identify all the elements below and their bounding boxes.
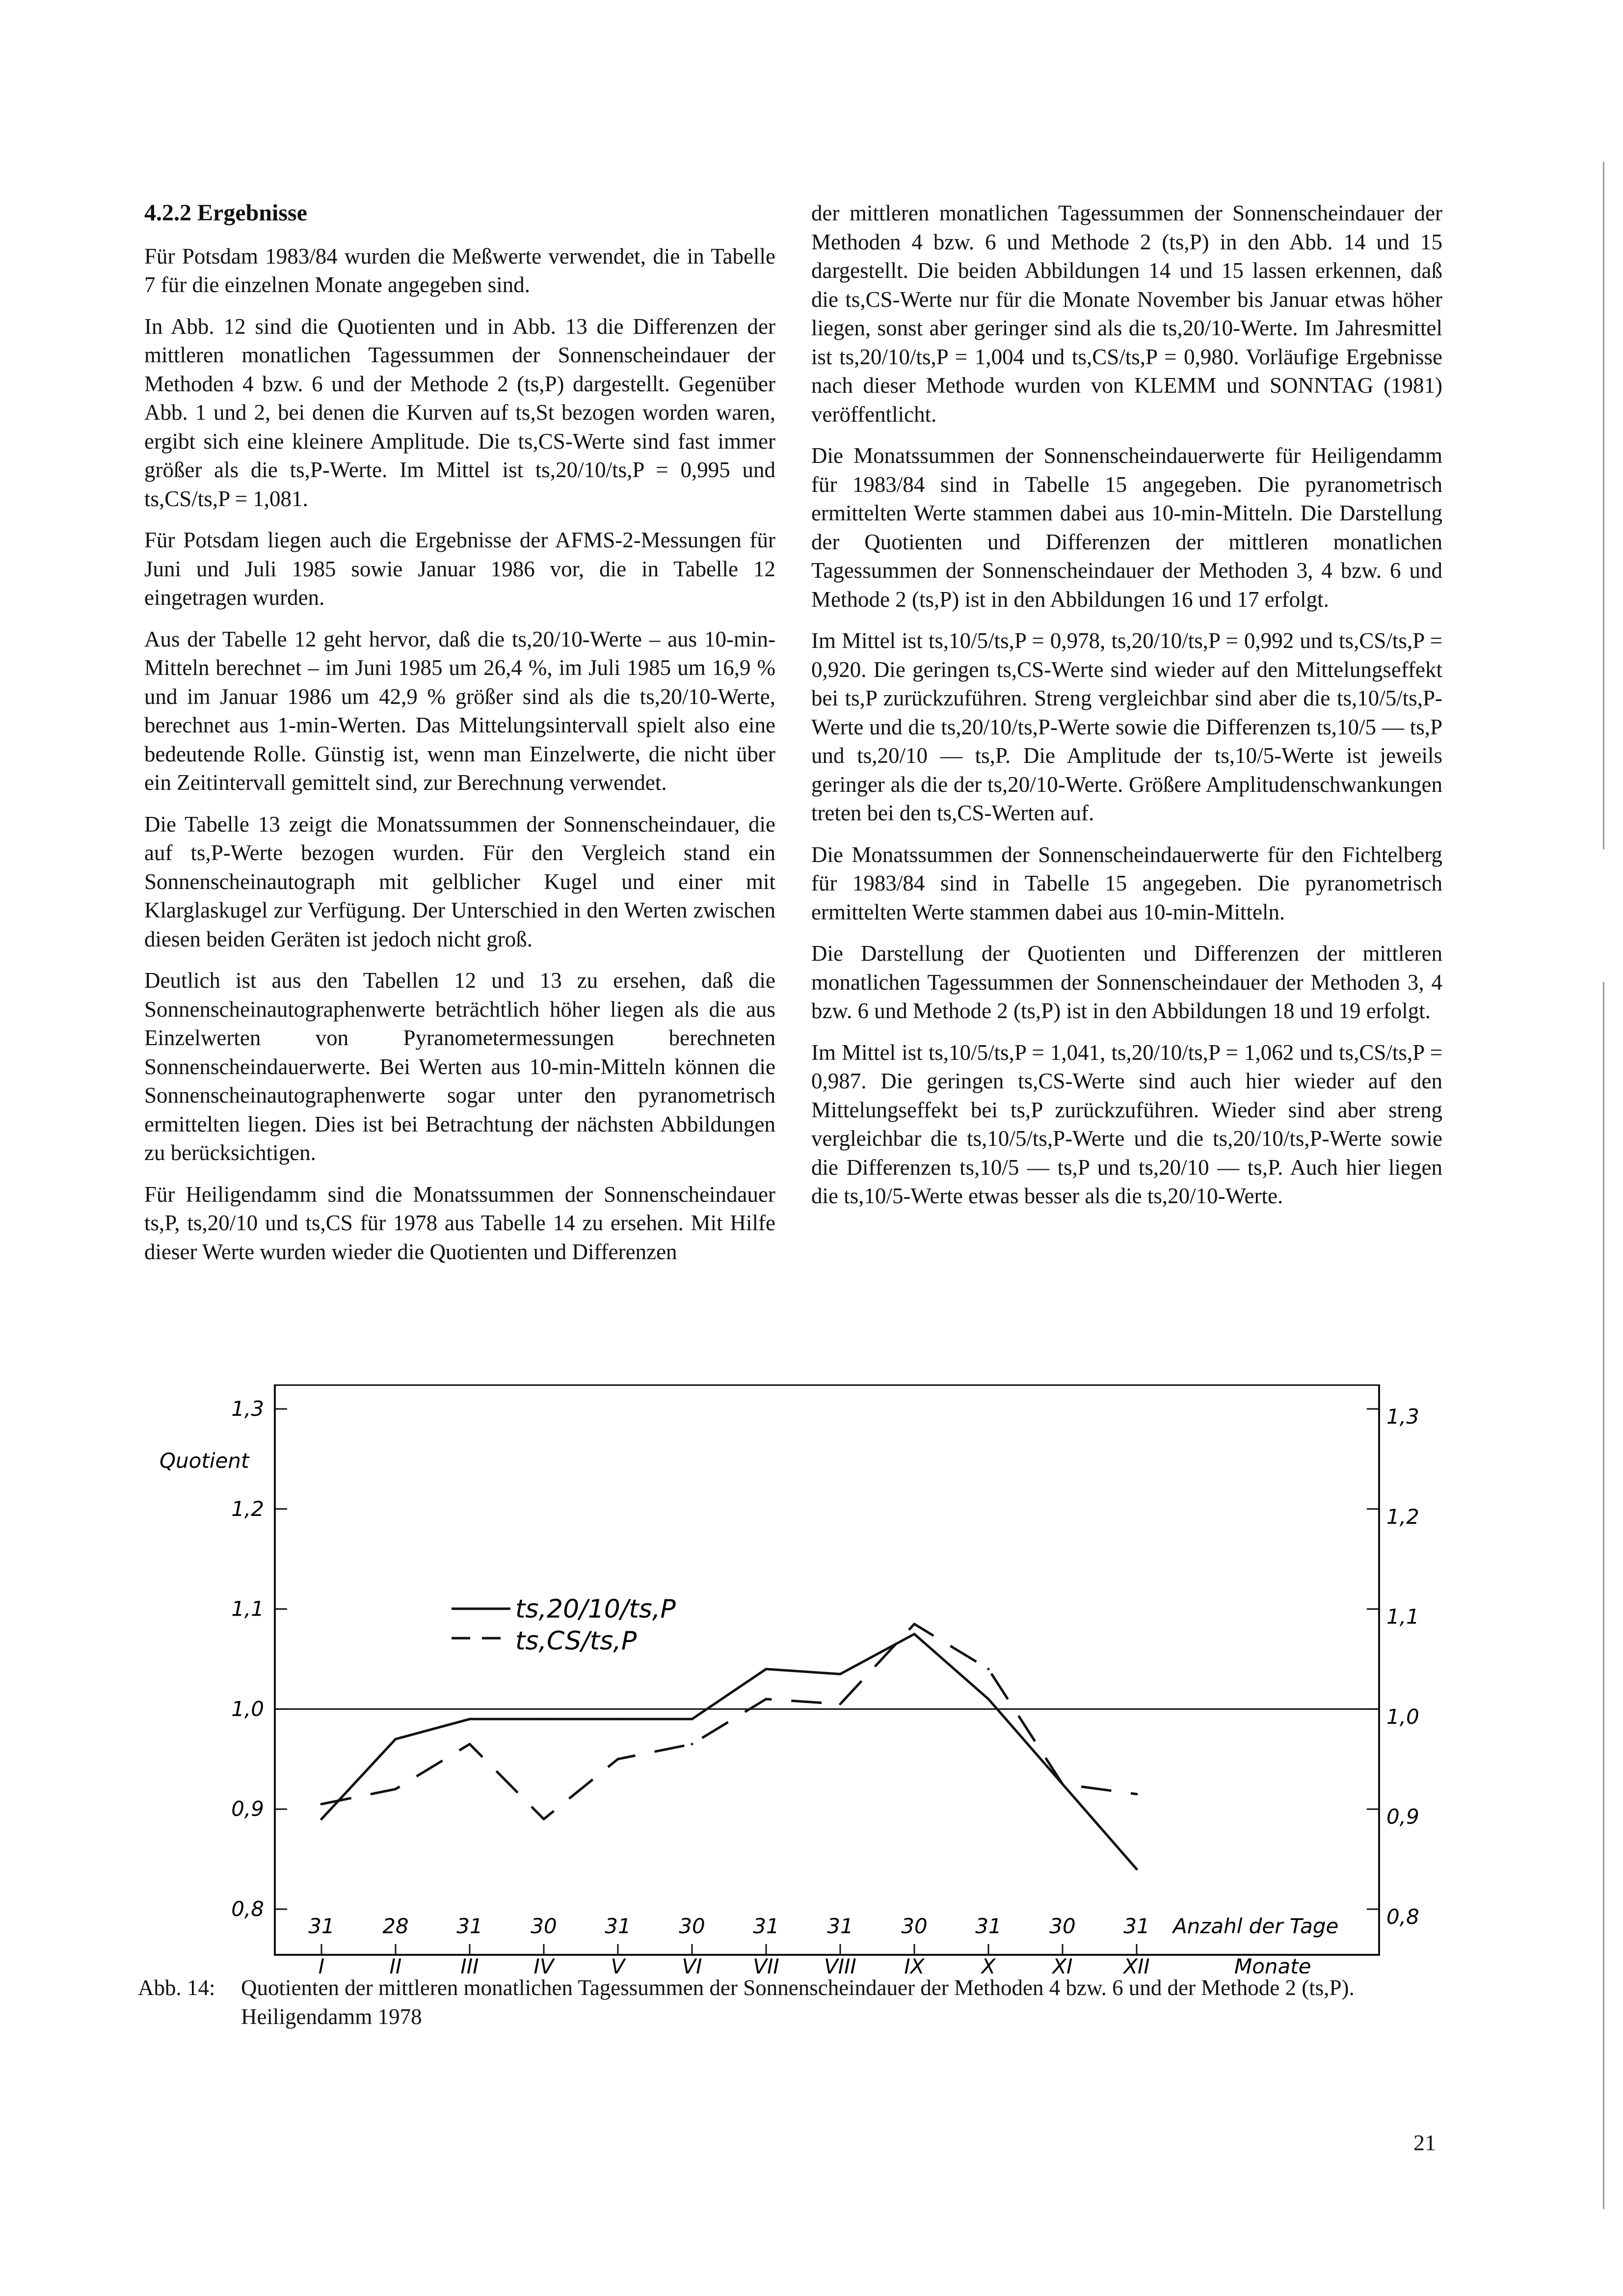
- data-point: [1062, 1783, 1064, 1785]
- day-count-label: 31: [827, 1914, 853, 1938]
- data-point: [320, 1803, 323, 1806]
- days-axis-label: Anzahl der Tage: [1173, 1914, 1339, 1938]
- y-tick-label-right: 1,2: [1386, 1504, 1419, 1529]
- data-point: [913, 1623, 916, 1625]
- data-point: [987, 1698, 990, 1701]
- y-tick-label-left: 1,1: [231, 1596, 264, 1621]
- month-label: VI: [682, 1954, 702, 1973]
- series-line-ts20-10: [321, 1634, 1137, 1869]
- right-paragraph-4: Die Monatssummen der Sonnenscheindauerwerte für den Fichtelberg für 1983/84 sind in Tabelle 15 angegeben. Die pyranometrisch ermittelten Werte stammen dabei aus 10-min-Mitteln.: [811, 842, 1442, 924]
- y-tick-label-right: 1,3: [1386, 1405, 1419, 1429]
- left-paragraph-5: Die Tabelle 13 zeigt die Monatssummen der Sonnenscheindauer, die auf ts,P-Werte bezogen wurden. Für den Vergleich stand ein Sonnenscheinautograph mit gelblicher Kugel und einer mit Klarglaskugel zur Verfügung. Der Unterschied in den Werten zwischen diesen beiden Geräten ist jedoch nicht groß.: [144, 811, 775, 951]
- page-number: 21: [1413, 2130, 1436, 2155]
- month-label: I: [318, 1954, 325, 1973]
- left-paragraph-3: Für Potsdam liegen auch die Ergebnisse der AFMS-2-Messungen für Juni und Juli 1985 sowie Januar 1986 vor, die in Tabelle 12 eingetragen wurden.: [144, 528, 775, 610]
- left-paragraph-6: Deutlich ist aus den Tabellen 12 und 13 zu ersehen, daß die Sonnenscheinautographenwerte beträchtlich höher liegen als die aus Einzelwerten von Pyranometermessungen berechneten Sonnenscheindauerwerte. Bei Werten aus 10-min-Mitteln können die Sonnenscheinautographenwerte sogar unter den pyranometrisch ermittelten liegen. Dies ist bei Betrachtung der nächsten Abbildungen zu berücksichtigen.: [144, 968, 775, 1165]
- day-count-label: 31: [605, 1914, 631, 1938]
- y-tick-label-left: 0,8: [231, 1897, 264, 1921]
- day-count-label: 31: [456, 1914, 483, 1938]
- right-paragraph-2: Die Monatssummen der Sonnenscheindauerwerte für Heiligendamm für 1983/84 sind in Tabelle 15 angegeben. Die pyranometrisch ermittelten Werte stammen dabei aus 10-min-Mitteln. Die Darstellung der Quotienten und Differenzen der mittleren monatlichen Tagessummen der Sonnenscheindauer der Methoden 3, 4 bzw. 6 und Methode 2 (ts,P) ist in den Abbildungen 16 und 17 erfolgt.: [811, 443, 1442, 612]
- left-paragraph-4: Aus der Tabelle 12 geht hervor, daß die ts,20/10-Werte – aus 10-min-Mitteln berechnet – im Juni 1985 um 26,4 %, im Juli 1985 um 16,9 % und im Januar 1986 um 42,9 % größer sind als die ts,20/10-Werte, berechnet aus 1-min-Werten. Das Mittelungsintervall spielt also eine bedeutende Rolle. Günstig ist, wenn man Einzelwerte, die nicht über ein Zeitintervall gemittelt sind, zur Berechnung verwendet.: [144, 626, 775, 795]
- y-axis-label: Quotient: [160, 1449, 249, 1473]
- data-point: [839, 1703, 842, 1705]
- month-label: IV: [533, 1954, 554, 1973]
- day-count-label: 28: [382, 1914, 409, 1938]
- series-line-tsCS: [321, 1624, 1137, 1819]
- right-paragraph-3: Im Mittel ist ts,10/5/ts,P = 0,978, ts,20/10/ts,P = 0,992 und ts,CS/ts,P = 0,920. Die geringen ts,CS-Werte sind wieder auf den Mittelungseffekt bei ts,P zurückzuführen. Streng vergleichbar sind aber die ts,10/5/ts,P-Werte und die ts,20/10/ts,P-Werte sowie die Differenzen ts,10/5 — ts,P und ts,20/10 — ts,P. Die Amplitude der ts,10/5-Werte ist jeweils geringer als die der ts,20/10-Werte. Größere Amplitudenschwankungen treten bei den ts,CS-Werten auf.: [811, 628, 1442, 825]
- y-tick-label-left: 1,3: [231, 1397, 264, 1421]
- data-point: [987, 1668, 990, 1670]
- day-count-label: 31: [308, 1914, 335, 1938]
- month-label: X: [981, 1954, 996, 1973]
- day-count-label: 31: [1123, 1914, 1150, 1938]
- data-point: [320, 1818, 323, 1820]
- y-tick-label-left: 0,9: [231, 1797, 264, 1821]
- data-point: [395, 1788, 397, 1790]
- month-label: IX: [904, 1954, 925, 1973]
- month-label: V: [611, 1954, 625, 1973]
- y-tick-label-right: 1,1: [1386, 1604, 1419, 1629]
- month-label: VIII: [824, 1954, 856, 1973]
- data-point: [469, 1743, 471, 1745]
- data-point: [543, 1718, 545, 1720]
- legend-solid-label: ts,20/10/ts,P: [515, 1594, 676, 1624]
- right-paragraph-6: Im Mittel ist ts,10/5/ts,P = 1,041, ts,20/10/ts,P = 1,062 und ts,CS/ts,P = 0,987. Die geringen ts,CS-Werte sind auch hier wieder auf den Mittelungseffekt bei ts,P zurückzuführen. Wieder sind aber streng vergleichbar die ts,10/5/ts,P-Werte und die ts,20/10/ts,P-Werte sowie die Differenzen ts,10/5 — ts,P und ts,20/10 — ts,P. Auch hier liegen die ts,10/5-Werte etwas besser als die ts,20/10-Werte.: [811, 1040, 1442, 1208]
- day-count-label: 30: [1049, 1914, 1076, 1938]
- data-point: [913, 1633, 916, 1635]
- month-label: VII: [753, 1954, 779, 1973]
- right-column: [811, 199, 1442, 1223]
- day-count-label: 30: [531, 1914, 557, 1938]
- scan-edge-line: [1603, 162, 1604, 849]
- data-point: [765, 1668, 768, 1670]
- data-point: [617, 1718, 619, 1720]
- day-count-label: 31: [753, 1914, 779, 1938]
- section-heading: 4.2.2 Ergebnisse: [144, 200, 308, 226]
- legend: [452, 1594, 676, 1656]
- figure-caption: [138, 1973, 1463, 2032]
- quotient-chart: [137, 1384, 1463, 1973]
- data-point: [469, 1718, 471, 1720]
- data-point: [839, 1673, 842, 1675]
- data-point: [765, 1698, 768, 1701]
- month-label: XII: [1123, 1954, 1150, 1973]
- legend-dashed-label: ts,CS/ts,P: [515, 1626, 637, 1656]
- day-count-label: 30: [679, 1914, 705, 1938]
- data-point: [617, 1758, 619, 1760]
- left-paragraph-7: Für Heiligendamm sind die Monatssummen der Sonnenscheindauer ts,P, ts,20/10 und ts,CS für 1978 aus Tabelle 14 zu ersehen. Mit Hilfe dieser Werte wurden wieder die Quotienten und Differenzen: [144, 1182, 775, 1264]
- caption-label: Abb. 14:: [138, 1975, 215, 2000]
- months-axis-label: Monate: [1234, 1954, 1311, 1973]
- month-label: XI: [1052, 1954, 1073, 1973]
- data-point: [691, 1718, 693, 1720]
- right-paragraph-5: Die Darstellung der Quotienten und Differenzen der mittleren monatlichen Tagessummen der Sonnenscheindauer der Methoden 3, 4 bzw. 6 und Methode 2 (ts,P) ist in den Abbildungen 18 und 19 erfolgt.: [811, 941, 1442, 1023]
- data-point: [1136, 1868, 1138, 1870]
- data-point: [1136, 1793, 1138, 1795]
- data-point: [395, 1738, 397, 1740]
- day-count-label: 31: [975, 1914, 1002, 1938]
- y-tick-label-right: 0,9: [1386, 1805, 1419, 1829]
- y-tick-label-right: 0,8: [1386, 1905, 1419, 1929]
- plot-frame: [275, 1385, 1379, 1955]
- data-point: [543, 1818, 545, 1820]
- data-point: [691, 1743, 693, 1745]
- scan-edge-line-lower: [1603, 982, 1604, 2209]
- left-paragraph-2: In Abb. 12 sind die Quotienten und in Abb. 13 die Differenzen der mittleren monatlichen Tagessummen der Sonnenscheindauer der Methoden 4 bzw. 6 und der Methode 2 (ts,P) dargestellt. Gegenüber Abb. 1 und 2, bei denen die Kurven auf ts,St bezogen worden waren, ergibt sich eine kleinere Amplitude. Die ts,CS-Werte sind fast immer größer als die ts,P-Werte. Im Mittel ist ts,20/10/ts,P = 0,995 und ts,CS/ts,P = 1,081.: [144, 314, 775, 511]
- right-paragraph-1: der mittleren monatlichen Tagessummen der Sonnenscheindauer der Methoden 4 bzw. 6 und Methode 2 (ts,P) in den Abb. 14 und 15 dargestellt. Die beiden Abbildungen 14 und 15 lassen erkennen, daß die ts,CS-Werte nur für die Monate November bis Januar etwas höher liegen, sonst aber geringer sind als die ts,20/10-Werte. Im Jahresmittel ist ts,20/10/ts,P = 1,004 und ts,CS/ts,P = 0,980. Vorläufige Ergebnisse nach dieser Methode wurden von KLEMM und SONNTAG (1981) veröffentlicht.: [811, 201, 1442, 427]
- y-tick-label-left: 1,0: [231, 1697, 264, 1721]
- month-label: III: [460, 1954, 479, 1973]
- left-column: [144, 199, 775, 1279]
- left-paragraph-1: Für Potsdam 1983/84 wurden die Meßwerte verwendet, die in Tabelle 7 für die einzelnen Monate angegeben sind.: [144, 243, 775, 297]
- y-tick-label-right: 1,0: [1386, 1704, 1419, 1729]
- month-label: II: [389, 1954, 402, 1973]
- caption-text: Quotienten der mittleren monatlichen Tagessummen der Sonnenscheindauer der Methoden 4 bzw. 6 und der Methode 2 (ts,P). Heiligendamm 1978: [241, 1975, 1355, 2029]
- day-count-label: 30: [901, 1914, 928, 1938]
- y-tick-label-left: 1,2: [231, 1496, 264, 1521]
